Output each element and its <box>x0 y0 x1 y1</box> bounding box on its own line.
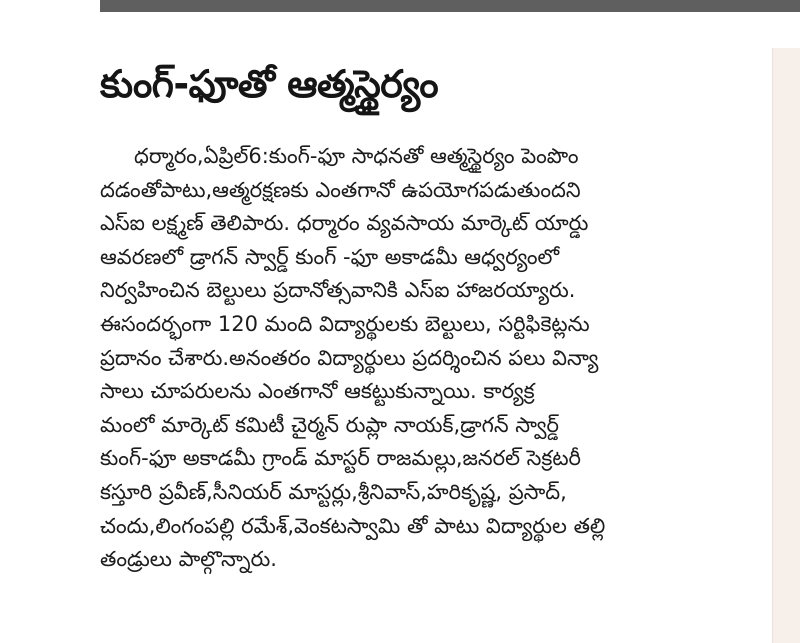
article-line: కుంగ్‌-ఫూ అకాడమీ గ్రాండ్ మాస్టర్ రాజమల్లు,జనరల్ సెక్రటరీ <box>100 446 582 471</box>
article-line: ఎస్ఐ లక్ష్మణ్ తెలిపారు. ధర్మారం వ్యవసాయ మార్కెట్ యార్డు <box>100 211 589 236</box>
article-body <box>100 140 740 577</box>
article-line: మంలో మార్కెట్ కమిటీ చైర్మన్ రుప్లా నాయక్,డ్రాగన్ స్వార్డ్ <box>100 412 559 437</box>
article-line: ఈసందర్భంగా 120 మంది విద్యార్థులకు బెల్టులు, సర్టిఫికెట్లను <box>100 311 590 336</box>
article-line: సాలు చూపరులను ఎంతగానో ఆకట్టుకున్నాయి. కార్యక్ర <box>100 379 535 404</box>
article-line: నిర్వహించిన బెల్టులు ప్రదానోత్సవానికి ఎస్ఐ హాజరయ్యారు. <box>100 278 576 303</box>
article-line: ప్రదానం చేశారు.అనంతరం విద్యార్థులు ప్రదర్శించిన పలు విన్యా <box>100 345 599 370</box>
article-line: ధర్మారం,ఏప్రిల్6:కుంగ్‌-ఫూ సాధనతో ఆత్మస్థైర్యం పెంపొం <box>134 144 579 168</box>
top-rule-bar <box>100 0 800 12</box>
article-line: తండ్రులు పాల్గొన్నారు. <box>100 547 277 572</box>
article-line: ఆవరణలో డ్రాగన్ స్వార్డ్ కుంగ్ -ఫూ అకాడమీ ఆధ్వర్యంలో <box>100 244 560 269</box>
headline: కుంగ్‌-ఫూతో ఆత్మస్థైర్యం <box>100 62 439 106</box>
article-line: చందు,లింగంపల్లి రమేశ్,వెంకటస్వామి తో పాటు విద్యార్థుల తల్లి <box>100 513 606 538</box>
article-line: కస్తూరి ప్రవీణ్,సీనియర్ మాస్టర్లు,శ్రీనివాస్,హరికృష్ణ, ప్రసాద్, <box>100 479 567 504</box>
adjacent-column-strip <box>772 48 800 643</box>
article-line: దడంతోపాటు,ఆత్మరక్షణకు ఎంతగానో ఉపయోగపడుతుందని <box>100 177 581 202</box>
